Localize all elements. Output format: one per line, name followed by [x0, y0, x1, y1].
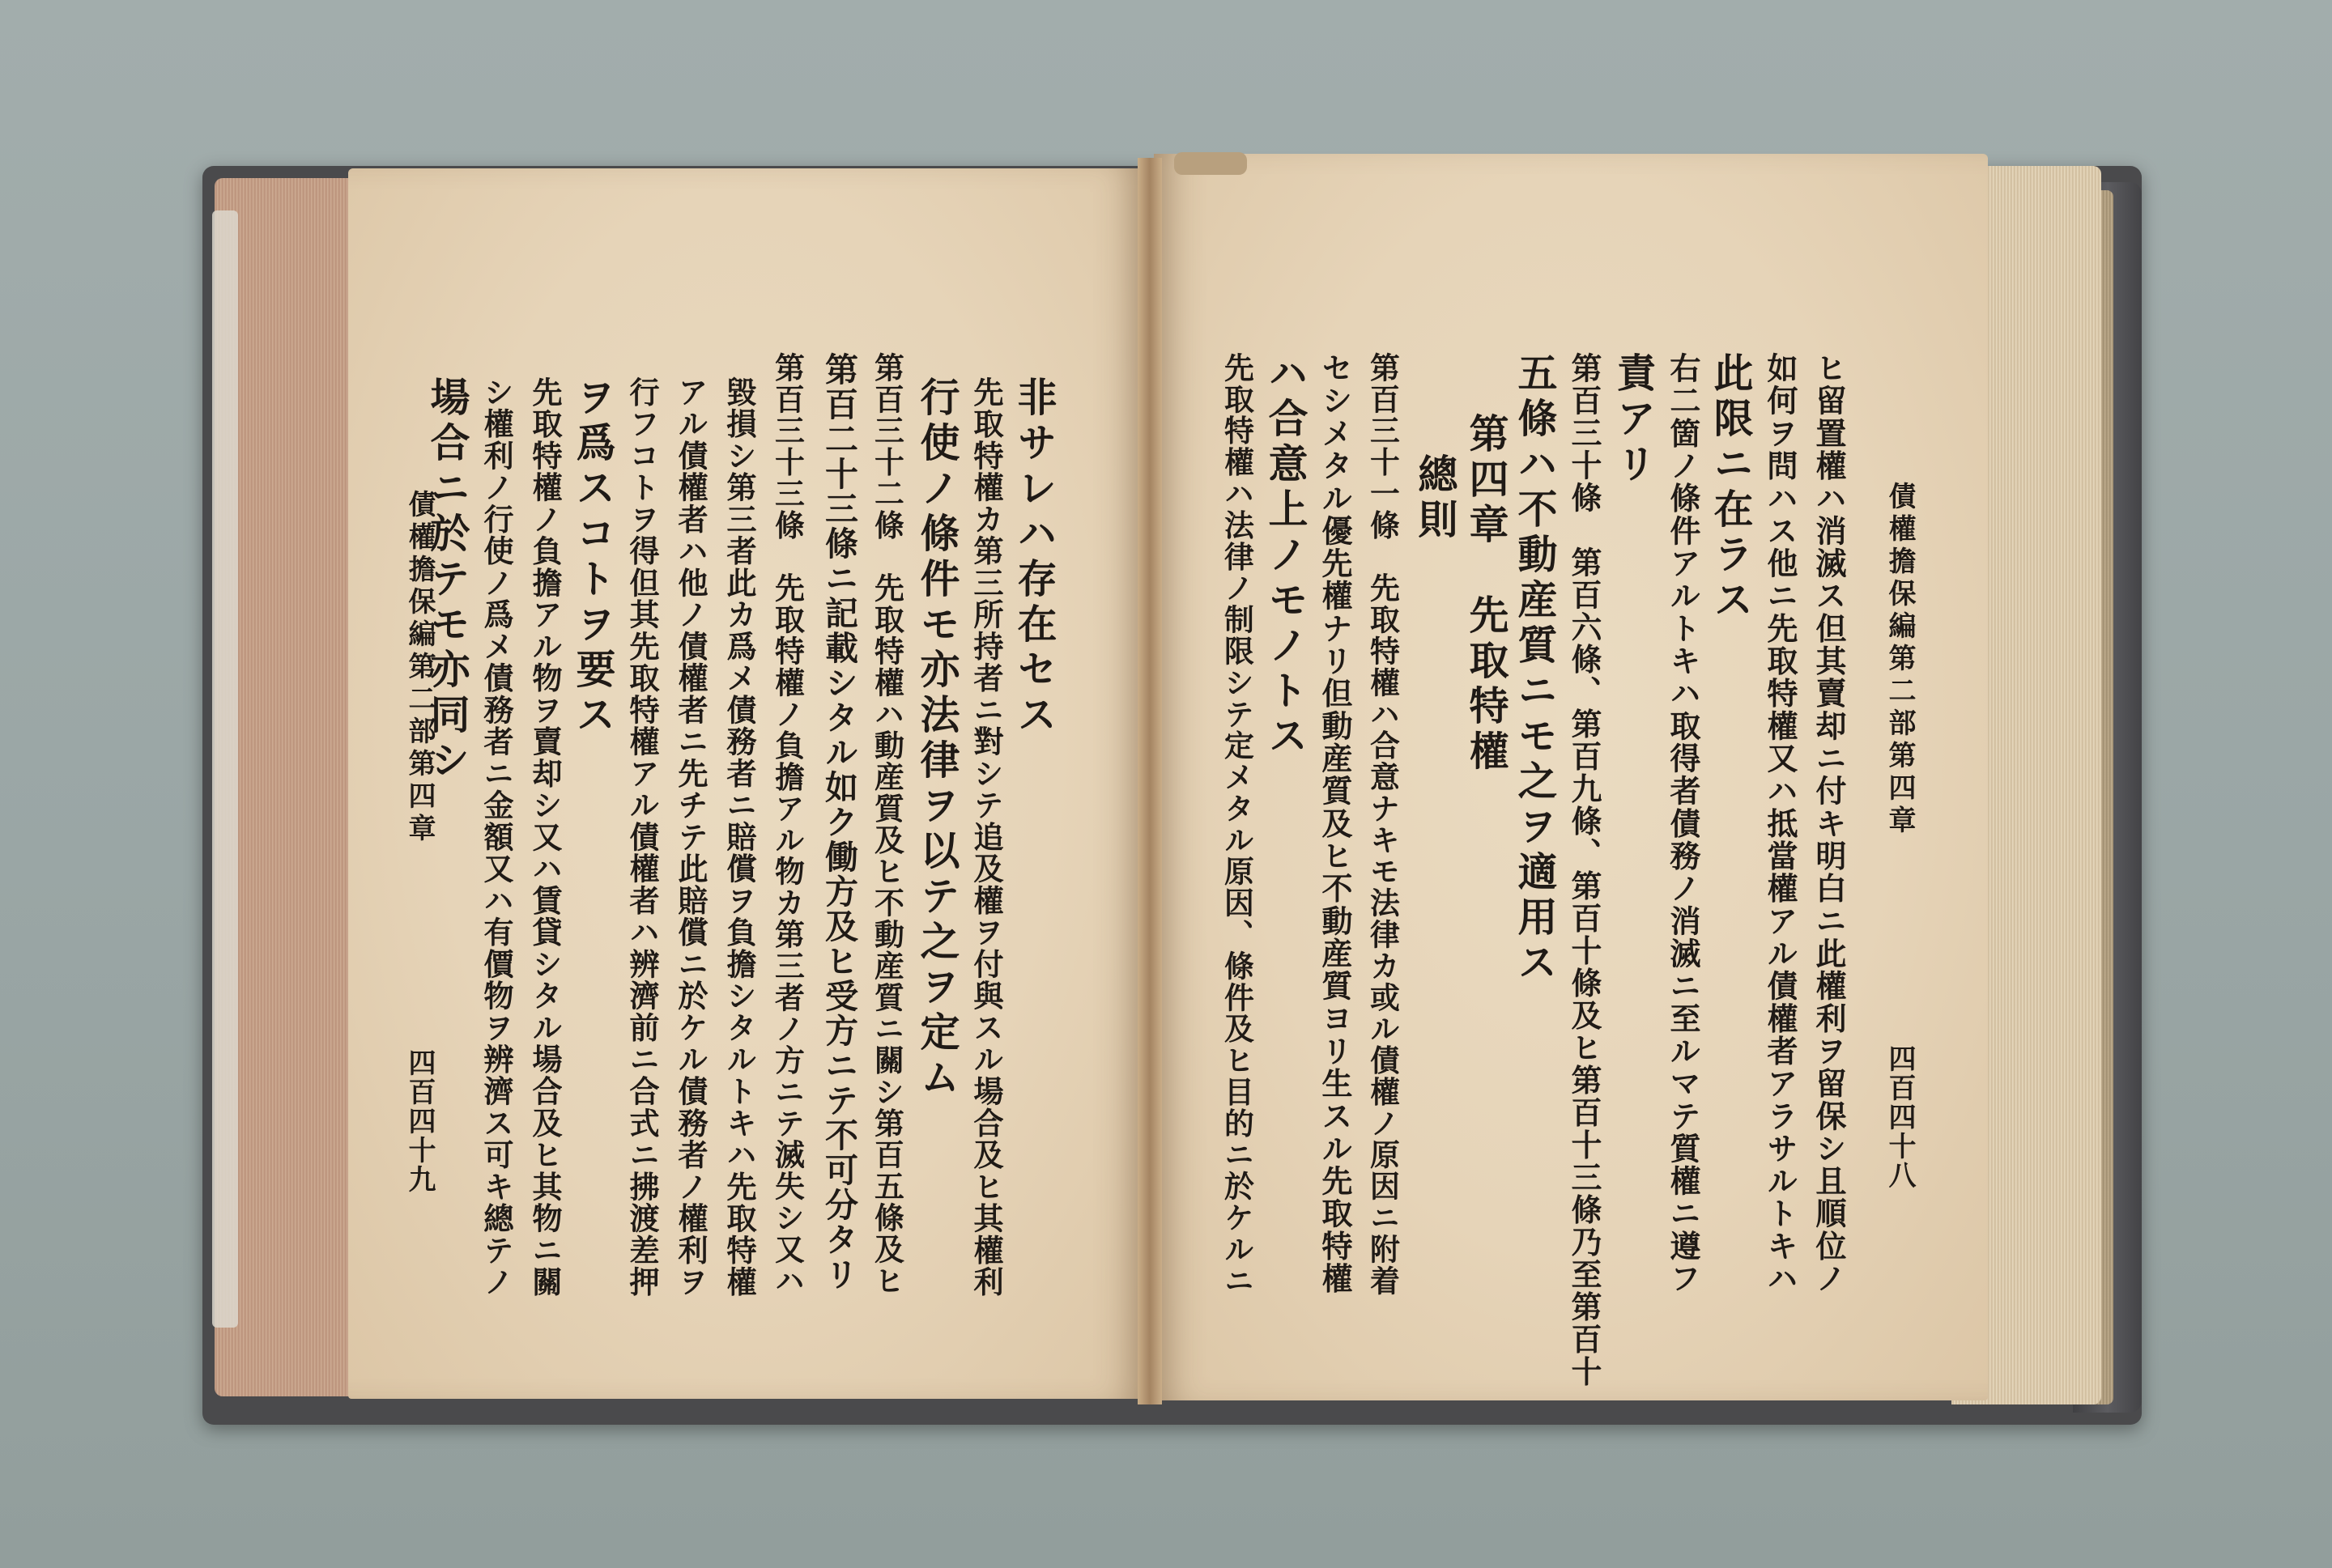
section-heading: 總則 [1412, 453, 1459, 544]
right-running-header: 債權擔保編第二部第四章 [1883, 482, 1916, 838]
left-article-heading: 第百三十二條 先取特權ハ動産質及ヒ不動産質ニ關シ第百五條及ヒ [870, 352, 905, 1297]
cloth-tab [212, 210, 238, 1328]
book-gutter [1138, 158, 1162, 1404]
right-article-heading: 第百三十一條 先取特權ハ合意ナキモ法律カ或ル債權ノ原因ニ附着 [1365, 352, 1401, 1297]
right-text-column: 此限ニ在ラス [1708, 352, 1755, 624]
left-text-column: 場合ニ於テモ亦同シ [424, 376, 471, 784]
chapter-heading: 第四章 先取特權 [1463, 413, 1510, 776]
right-text-column: 責アリ [1611, 352, 1658, 488]
left-text-column: 先取特權カ第三所持者ニ對シテ追及權ヲ付與スル場合及ヒ其權利 [968, 376, 1004, 1298]
left-text-column: 先取特權ノ負擔アル物ヲ賣却シ又ハ賃貸シタル場合及ヒ其物ニ關 [527, 376, 563, 1298]
left-text-column: アル債權者ハ他ノ債權者ニ先チテ此賠償ニ於ケル債務者ノ權利ヲ [673, 376, 709, 1298]
left-text-column: 第百二十三條ニ記載シタル如ク働方及ヒ受方ニテ不可分タリ [819, 352, 858, 1292]
left-running-footer: 債權擔保編第二部第四章 [403, 490, 436, 846]
right-text-column: 五條ハ不動産質ニモ之ヲ適用ス [1512, 352, 1559, 987]
right-article-heading: 第百三十條 第百六條、第百九條、第百十條及ヒ第百十三條乃至第百十 [1566, 352, 1602, 1388]
right-page-number: 四百四十八 [1883, 1044, 1916, 1190]
right-text-column: 如何ヲ問ハス他ニ先取特權又ハ抵當權アル債權者アラサルトキハ [1762, 352, 1798, 1295]
right-text-column: 先取特權ハ法律ノ制限シテ定メタル原因、條件及ヒ目的ニ於ケルニ [1219, 352, 1255, 1297]
headband [1174, 152, 1247, 175]
left-text-column: シ權利ノ行使ノ爲メ債務者ニ金額又ハ有價物ヲ辨濟ス可キ總テノ [479, 376, 514, 1298]
left-text-column: 非サレハ存在セス [1011, 376, 1058, 739]
right-text-column: セシメタル優先權ナリ但動産質及ヒ不動産質ヨリ生スル先取特權 [1317, 352, 1353, 1295]
left-text-column: ヲ爲スコトヲ要ス [570, 376, 617, 739]
left-text-column: 行フコトヲ得但其先取特權アル債權者ハ辨濟前ニ合式ニ拂渡差押 [624, 376, 660, 1298]
left-text-column: 毀損シ第三者此カ爲メ債務者ニ賠償ヲ負擔シタルトキハ先取特權 [721, 376, 757, 1298]
right-text-column: ハ合意上ノモノトス [1262, 352, 1309, 760]
left-page-number: 四百四十九 [403, 1048, 436, 1194]
right-text-column: ヒ留置權ハ消滅ス但其賣却ニ付キ明白ニ此權利ヲ留保シ且順位ノ [1811, 352, 1847, 1295]
left-text-column: 行使ノ條件モ亦法律ヲ以テ之ヲ定ム [914, 376, 961, 1102]
left-article-heading: 第百三十三條 先取特權ノ負擔アル物カ第三者ノ方ニテ滅失シ又ハ [770, 352, 806, 1297]
right-text-column: 右二箇ノ條件アルトキハ取得者債務ノ消滅ニ至ルマテ質權ニ遵フ [1665, 352, 1701, 1295]
